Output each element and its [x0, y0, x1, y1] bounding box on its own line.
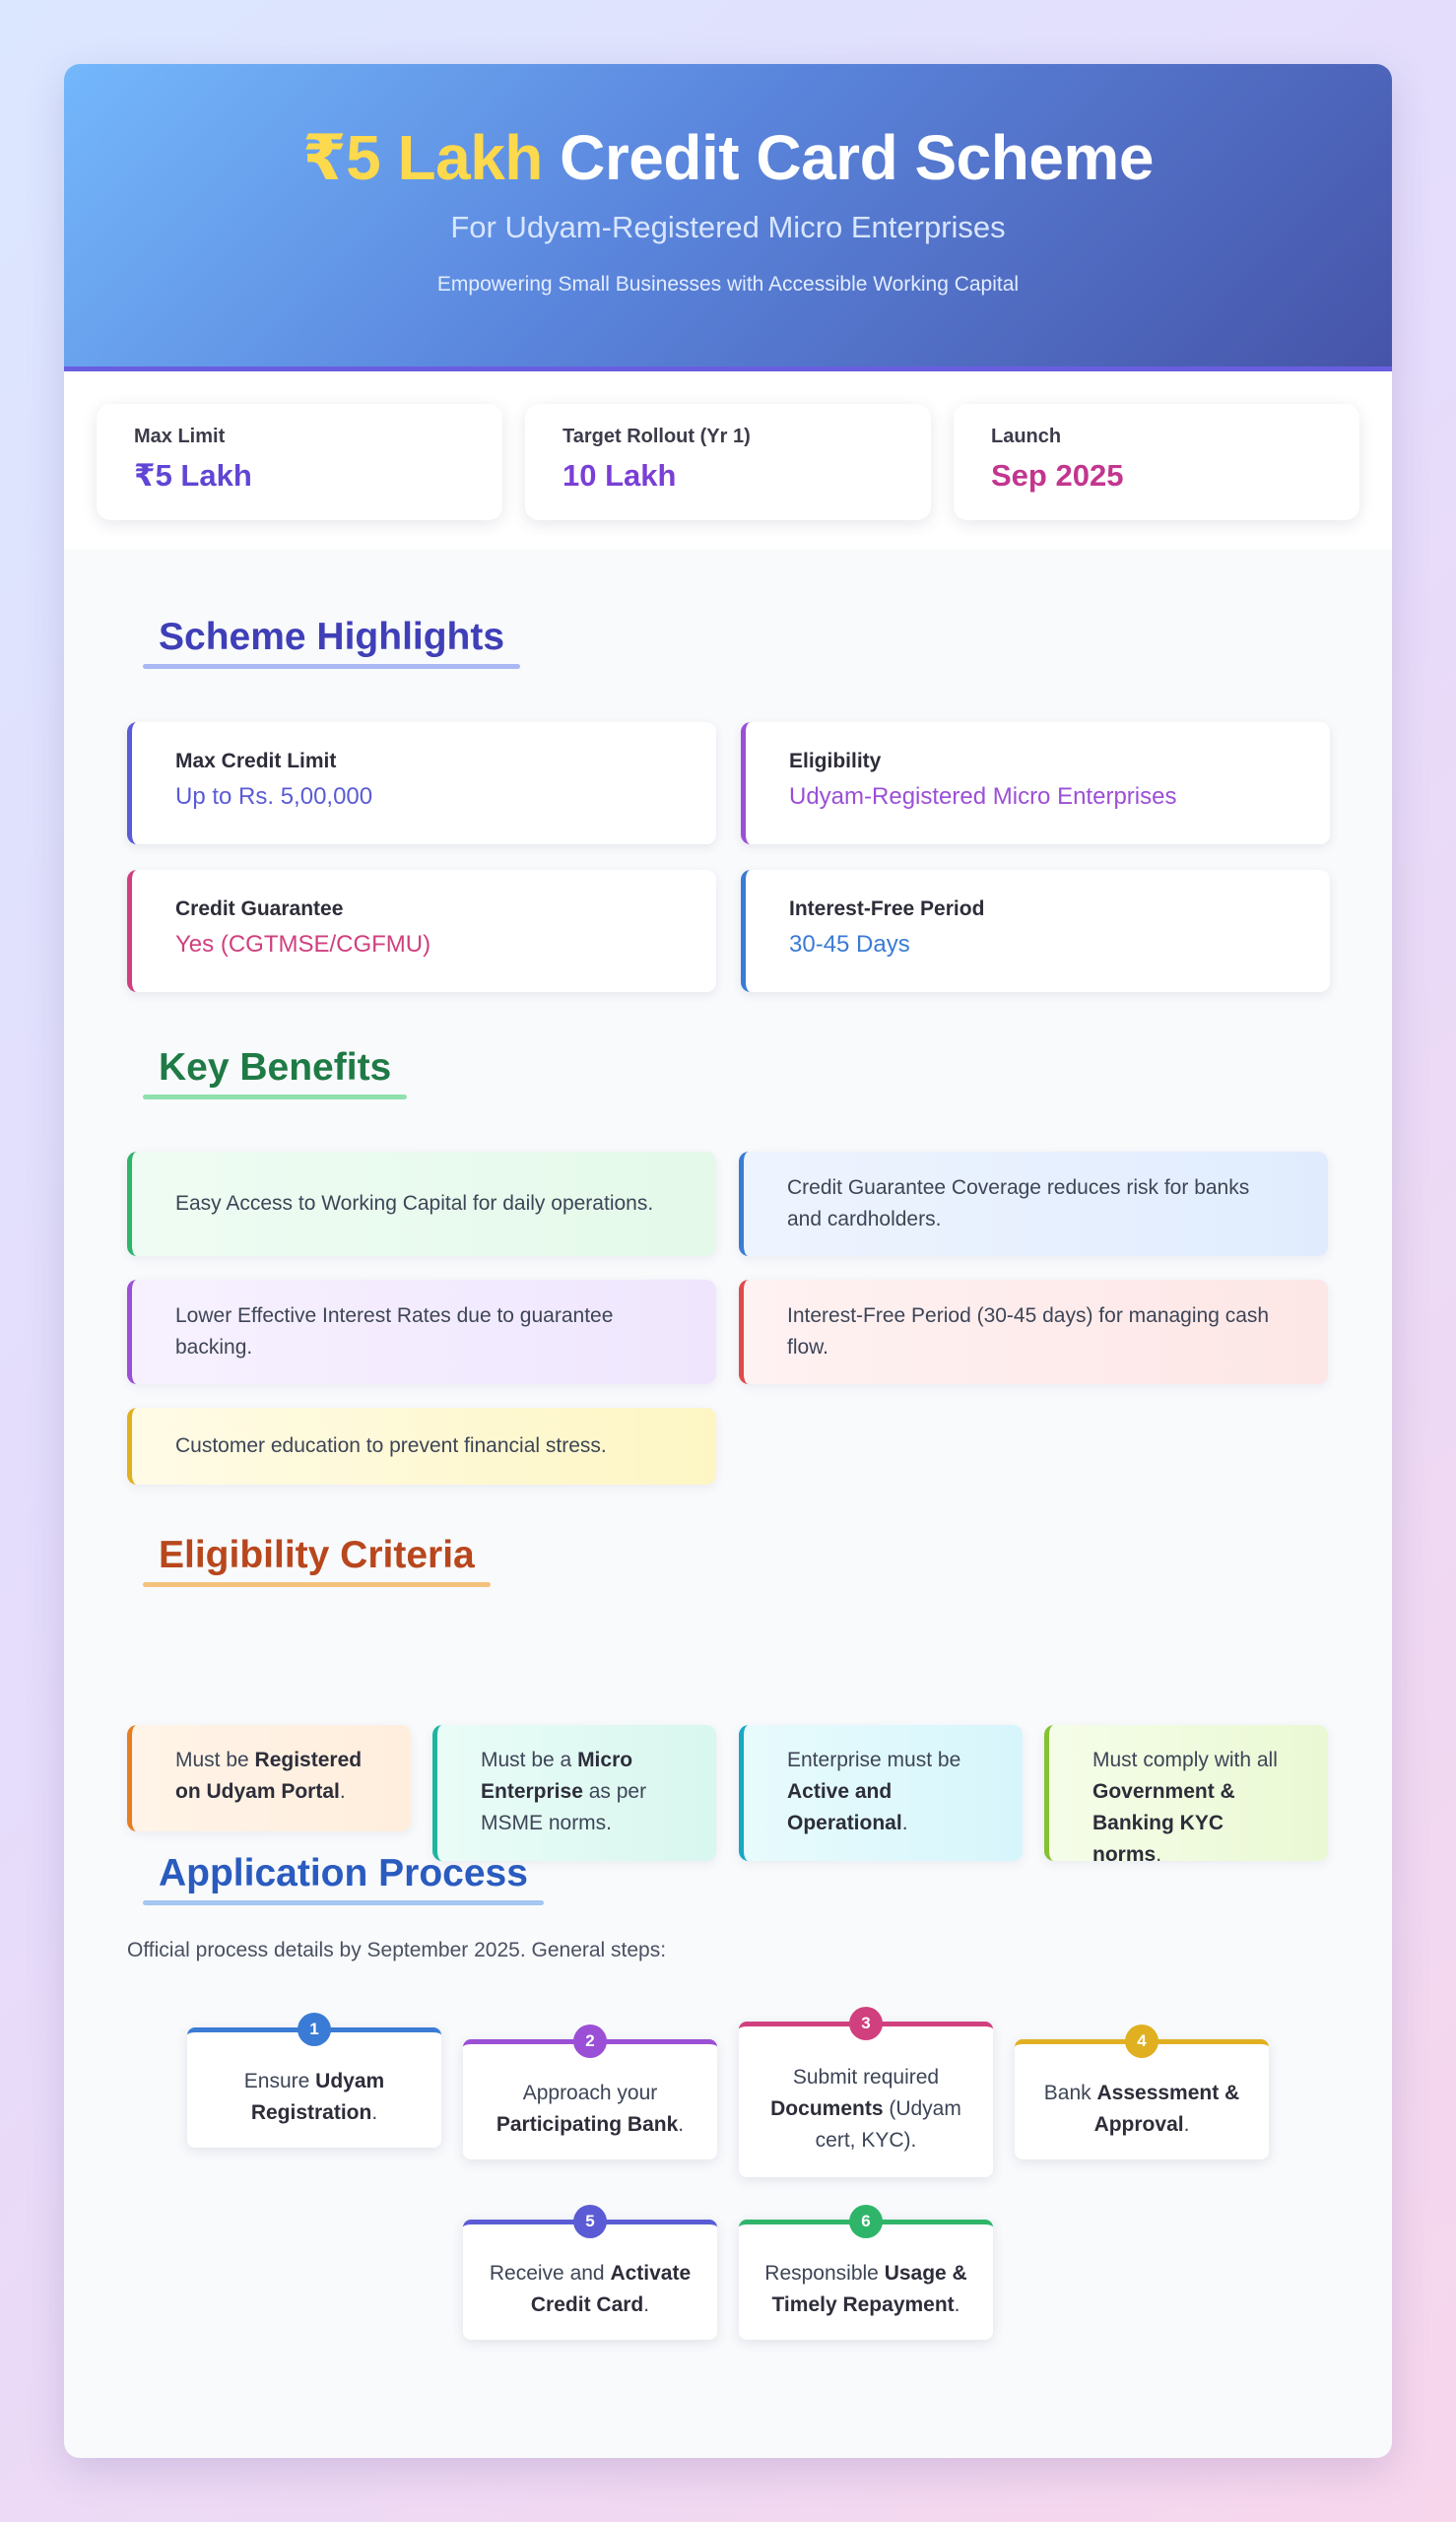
eligibility-text: Must be a: [481, 1749, 578, 1771]
step-text-bold: Participating Bank: [496, 2112, 679, 2136]
step-text: [761, 2062, 971, 2157]
process-step-6: [739, 2212, 993, 2340]
benefit-credit-guarantee: Credit Guarantee Coverage reduces risk for banks and cardholders.: [739, 1152, 1328, 1256]
step-text-bold: Usage & Timely Repayment: [771, 2261, 967, 2316]
eligibility-text: Enterprise must be: [787, 1749, 961, 1771]
highlight-label: Eligibility: [789, 750, 882, 772]
step-text-post: .: [954, 2292, 960, 2316]
step-text-pre: Ensure: [243, 2069, 316, 2092]
eligibility-text: .: [339, 1780, 346, 1803]
step-text-pre: Approach your: [522, 2081, 658, 2104]
section-underline: [143, 1582, 491, 1587]
step-number-badge: 2: [573, 2024, 607, 2058]
highlight-value: 30-45 Days: [789, 931, 910, 958]
section-title-text: Application Process: [159, 1852, 528, 1894]
step-text-pre: Receive and: [489, 2261, 611, 2285]
scheme-card: [64, 64, 1392, 2458]
section-title-text: Key Benefits: [159, 1046, 392, 1089]
step-text: [485, 2258, 695, 2321]
highlight-label: Max Credit Limit: [175, 750, 337, 772]
stat-target-rollout: [525, 404, 931, 520]
eligibility-text: as per MSME norms.: [481, 1780, 647, 1834]
benefit-working-capital: Easy Access to Working Capital for daily operations.: [127, 1152, 716, 1256]
stat-value: ₹5 Lakh: [134, 458, 252, 493]
hero-banner: [64, 64, 1392, 371]
process-step-3: [739, 2014, 993, 2177]
eligibility-text: .: [901, 1812, 908, 1834]
section-underline: [143, 1095, 407, 1099]
eligibility-text: Must comply with all: [1092, 1749, 1278, 1771]
step-text-post: .: [678, 2112, 685, 2136]
stat-label: Max Limit: [134, 426, 226, 447]
page-tagline: Empowering Small Businesses with Accessible Working Capital: [436, 273, 1020, 296]
section-underline: [143, 664, 520, 669]
step-number-badge: 3: [849, 2007, 883, 2040]
highlight-max-credit: [127, 722, 716, 844]
step-text-bold: Activate Credit Card: [530, 2261, 692, 2316]
stat-max-limit: [97, 404, 502, 520]
step-number-badge: 1: [298, 2013, 331, 2046]
step-text: [1036, 2078, 1247, 2141]
highlight-value: Up to Rs. 5,00,000: [175, 783, 373, 810]
highlight-value: Yes (CGTMSE/CGFMU): [175, 931, 431, 958]
title-highlight: ₹5 Lakh: [302, 122, 543, 193]
step-text-bold: Udyam Registration: [250, 2069, 385, 2124]
process-step-4: [1015, 2031, 1269, 2159]
section-title-text: Scheme Highlights: [159, 616, 505, 658]
highlight-value: Udyam-Registered Micro Enterprises: [789, 783, 1177, 810]
eligibility-bold: Micro Enterprise: [481, 1749, 633, 1803]
step-text-bold: Assessment & Approval: [1093, 2081, 1240, 2136]
stat-value: 10 Lakh: [563, 458, 677, 493]
section-title-process: [143, 1852, 544, 1905]
process-step-2: [463, 2031, 717, 2159]
step-text-pre: Responsible: [764, 2261, 885, 2285]
process-intro: Official process details by September 2025. General steps:: [127, 1939, 667, 1961]
eligibility-bold: Active and Operational: [787, 1780, 902, 1834]
eligibility-text: .: [1156, 1843, 1162, 1866]
step-number-badge: 6: [849, 2205, 883, 2238]
step-text: [761, 2258, 971, 2321]
eligibility-bold: Registered on Udyam Portal: [175, 1749, 363, 1803]
benefit-lower-rates: Lower Effective Interest Rates due to guarantee backing.: [127, 1280, 716, 1384]
stat-label: Target Rollout (Yr 1): [563, 426, 751, 447]
page-title: [64, 121, 1392, 195]
process-step-5: [463, 2212, 717, 2340]
step-text: [485, 2078, 695, 2141]
benefit-customer-education: Customer education to prevent financial stress.: [127, 1408, 716, 1485]
step-text-post: .: [643, 2292, 650, 2316]
highlight-interest-free: [741, 870, 1330, 992]
eligibility-kyc: [1044, 1725, 1328, 1866]
section-title-benefits: [143, 1046, 407, 1099]
eligibility-active: [739, 1725, 1023, 1861]
section-title-text: Eligibility Criteria: [159, 1534, 475, 1576]
eligibility-micro-enterprise: [432, 1725, 716, 1861]
highlight-label: Interest-Free Period: [789, 897, 985, 920]
highlight-eligibility: [741, 722, 1330, 844]
eligibility-text: Must be: [175, 1749, 255, 1771]
step-number-badge: 5: [573, 2205, 607, 2238]
step-text-post: .: [1183, 2112, 1190, 2136]
stat-label: Launch: [991, 426, 1062, 447]
process-step-1: [187, 2020, 441, 2148]
highlight-label: Credit Guarantee: [175, 897, 344, 920]
title-rest: Credit Card Scheme: [542, 122, 1154, 193]
section-title-highlights: [143, 616, 520, 669]
section-title-eligibility: [143, 1534, 491, 1587]
step-text-bold: Documents: [770, 2096, 884, 2120]
step-text-pre: Bank: [1043, 2081, 1097, 2104]
page-subtitle: For Udyam-Registered Micro Enterprises: [450, 210, 1006, 244]
stat-value: Sep 2025: [991, 458, 1124, 493]
eligibility-bold: Government & Banking KYC norms: [1092, 1780, 1235, 1866]
step-text: [209, 2066, 420, 2129]
stat-launch: [954, 404, 1359, 520]
step-text-post: .: [371, 2100, 378, 2124]
step-text-post: (Udyam cert, KYC).: [815, 2096, 961, 2152]
section-underline: [143, 1900, 544, 1905]
step-text-pre: Submit required: [792, 2065, 940, 2089]
benefit-interest-free: Interest-Free Period (30-45 days) for managing cash flow.: [739, 1280, 1328, 1384]
eligibility-udyam-portal: [127, 1725, 411, 1831]
highlight-credit-guarantee: [127, 870, 716, 992]
step-number-badge: 4: [1125, 2024, 1158, 2058]
